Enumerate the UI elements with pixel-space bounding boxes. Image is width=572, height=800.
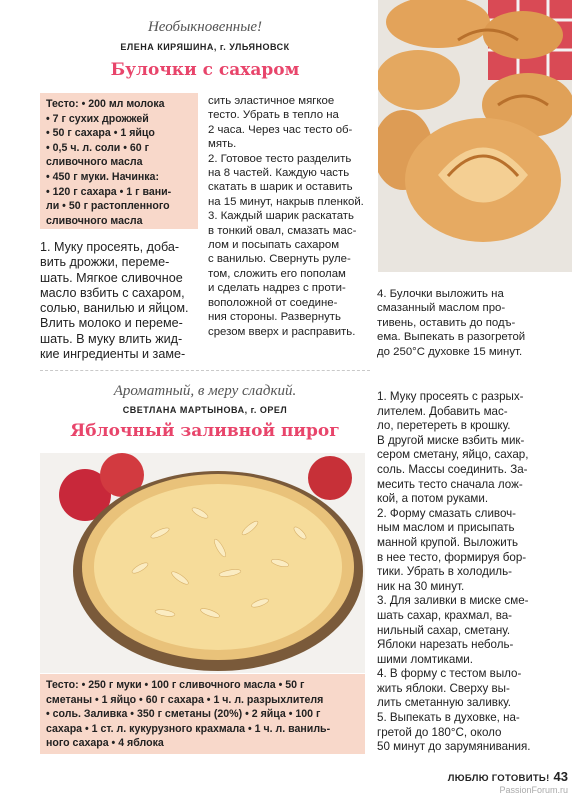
text-line: вить дрожжи, переме- (40, 255, 170, 270)
recipe2-author: СВЕТЛАНА МАРТЫНОВА, г. ОРЕЛ (122, 405, 288, 415)
text-line: с ванилью. Свернуть руле- (208, 253, 351, 266)
text-line: 1. Муку просеять, доба- (40, 240, 180, 254)
text-line: мять. (208, 138, 237, 151)
text-line: В другой миске взбить мик- (377, 433, 525, 447)
recipe2-steps (377, 390, 567, 755)
text-line: скатать в шарик и оставить (208, 181, 353, 194)
text-line: на 8 частей. Каждую часть (208, 167, 350, 180)
text-line: Яблоки нарезать неболь- (377, 638, 514, 652)
text-line: 2. Готовое тесто разделить (208, 152, 352, 165)
recipe2-ingredients (40, 674, 365, 754)
ingredient-line: сахара • 1 ст. л. кукурузного крахмала • 1 ч. л. ваниль- (46, 722, 331, 735)
recipe1-col2 (208, 94, 373, 339)
text-line: том, сложить его пополам (208, 267, 346, 280)
text-line: 5. Выпекать в духовке, на- (377, 711, 520, 725)
text-line: лом и посыпать сахаром (208, 239, 340, 252)
ingredient-line: • 0,5 ч. л. соли • 60 г (46, 141, 150, 154)
text-line: тики. Убрать в холодиль- (377, 565, 512, 579)
text-line: ема. Выпекать в разогретой (377, 331, 526, 344)
text-line: ным маслом и присыпать (377, 521, 515, 535)
ingredient-line: ли • 50 г растопленного (46, 200, 170, 213)
text-line: ния стороны. Развернуть (208, 311, 341, 324)
ingredient-line: сливочного масла (46, 214, 143, 227)
text-line: ло, перетереть в крошку. (377, 419, 511, 433)
text-line: соль. Массы соединить. За- (377, 462, 528, 476)
text-line: Влить молоко и переме- (40, 316, 183, 331)
text-line: шими ломтиками. (377, 652, 473, 666)
text-line: срезом вверх и расправить. (208, 325, 356, 338)
ingredient-line: • 120 г сахара • 1 г вани- (46, 185, 172, 198)
magazine-name: ЛЮБЛЮ ГОТОВИТЬ! (447, 773, 550, 784)
text-line: тесто. Убрать в тепло на (208, 109, 339, 122)
text-line: 50 минут до зарумянивания. (377, 740, 531, 754)
text-line: 3. Каждый шарик раскатать (208, 210, 354, 223)
recipe2-title: Яблочный заливной пирог (70, 421, 340, 441)
ingredient-line: сметаны • 1 яйцо • 60 г сахара • 1 ч. л. разрыхлителя (46, 693, 324, 706)
text-line: кие ингредиенты и заме- (40, 347, 186, 362)
text-line: жить яблоки. Сверху вы- (377, 681, 510, 695)
page-number: 43 (553, 769, 568, 784)
ingredient-line: сливочного масла (46, 156, 143, 169)
text-line: 2 часа. Через час тесто об- (208, 123, 353, 136)
text-line: масло взбить с сахаром, (40, 285, 185, 300)
text-line: в нее тесто, формируя бор- (377, 550, 527, 564)
ingredient-line: • 7 г сухих дрожжей (46, 112, 149, 125)
text-line: лить сметанную заливку. (377, 696, 512, 710)
recipe1-ingredients (40, 93, 198, 229)
ingredient-line: Тесто: • 200 мл молока (46, 98, 165, 110)
text-line: гретой до 180°С, около (377, 725, 502, 739)
text-line: шать сахар, крахмал, ва- (377, 608, 513, 622)
recipe1-author: ЕЛЕНА КИРЯШИНА, г. УЛЬЯНОВСК (120, 42, 290, 52)
text-line: 4. Булочки выложить на (377, 288, 504, 300)
text-line: сить эластичное мягкое (208, 95, 335, 107)
recipe2-tagline: Ароматный, в меру сладкий. (113, 383, 297, 399)
ingredient-line: ного сахара • 4 яблока (46, 737, 164, 750)
recipe1-tagline: Необыкновенные! (147, 19, 263, 35)
text-line: манной крупой. Выложить (377, 535, 519, 549)
text-line: шать. Мягкое сливочное (40, 270, 183, 285)
ingredient-line: • соль. Заливка • 350 г сметаны (20%) • 2 яйца • 100 г (46, 708, 321, 721)
text-line: лителем. Добавить мас- (377, 404, 508, 418)
recipe1-step4 (377, 287, 562, 359)
text-line: ник на 30 минут. (377, 579, 465, 593)
text-line: смазанный маслом про- (377, 302, 506, 315)
text-line: нильный сахар, сметану. (377, 623, 511, 637)
pie-photo (40, 453, 365, 673)
text-line: на 15 минут, накрыв пленкой. (208, 195, 364, 208)
text-line: шать. В муку влить жид- (40, 331, 183, 346)
text-line: в тонкий овал, смазать мас- (208, 224, 357, 237)
text-line: 3. Для заливки в миске сме- (377, 594, 529, 608)
recipe1-title: Булочки с сахаром (110, 60, 300, 80)
ingredient-line: Тесто: • 250 г муки • 100 г сливочного масла • 50 г (46, 679, 305, 691)
text-line: до 250°С духовке 15 минут. (377, 345, 523, 358)
buns-photo (378, 0, 572, 272)
text-line: сером сметану, яйцо, сахар, (377, 448, 529, 462)
text-line: 2. Форму смазать сливоч- (377, 506, 517, 520)
text-line: месить тесто сначала лож- (377, 477, 523, 491)
text-line: кой, а потом руками. (377, 492, 489, 506)
text-line: 4. В форму с тестом выло- (377, 667, 522, 681)
ingredient-line: • 50 г сахара • 1 яйцо (46, 127, 155, 140)
text-line: солью, ванилью и яйцом. (40, 301, 189, 316)
section-divider (40, 370, 370, 371)
watermark: PassionForum.ru (499, 785, 568, 795)
text-line: тивень, оставить до подъ- (377, 316, 516, 329)
ingredient-line: • 450 г муки. Начинка: (46, 170, 159, 183)
text-line: и сделать надрез с проти- (208, 282, 346, 295)
recipe1-step1 (40, 240, 200, 362)
text-line: воположной от соедине- (208, 296, 338, 309)
page-footer (398, 769, 568, 784)
text-line: 1. Муку просеять с разрых- (377, 390, 524, 403)
